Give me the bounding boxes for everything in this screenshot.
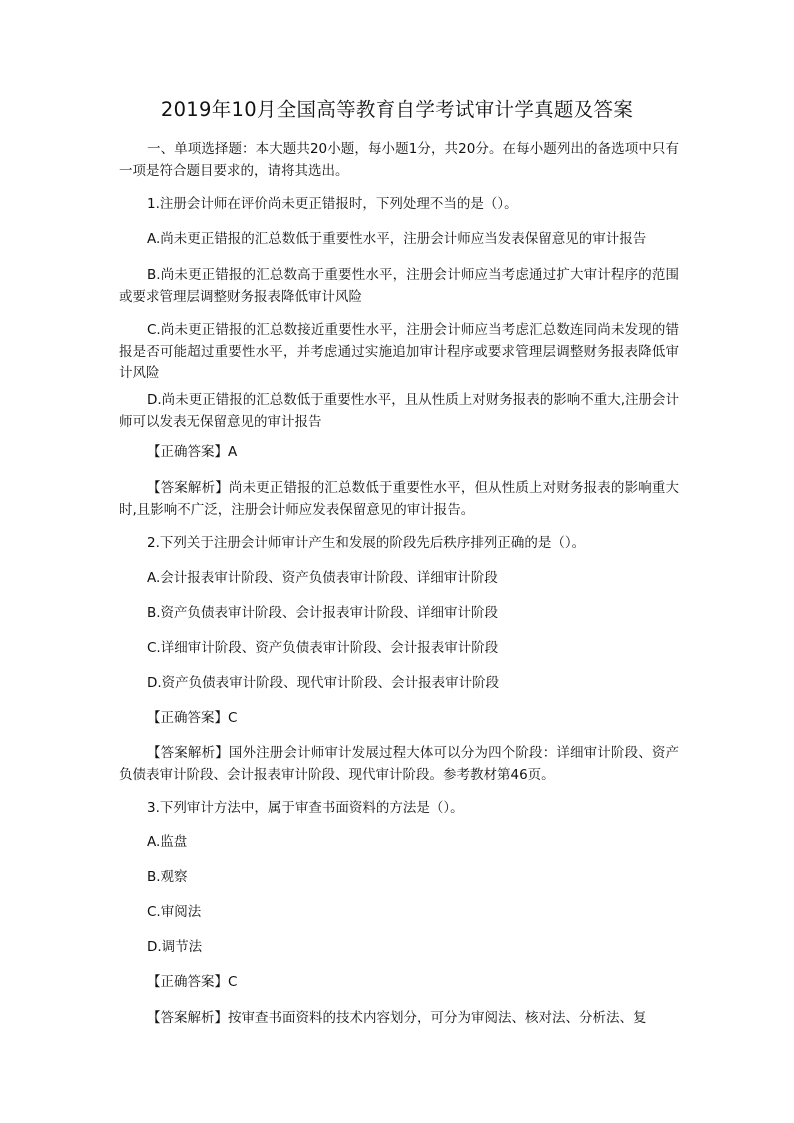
question-3-option-b: B.观察 [147,869,188,885]
question-1-option-b: B.尚未更正错报的汇总数高于重要性水平，注册会计师应当考虑通过扩大审计程序的范围或要求管理层调整财务报表降低审计风险 [119,267,679,305]
question-1-analysis: 【答案解析】尚未更正错报的汇总数低于重要性水平，但从性质上对财务报表的影响重大时,且影响不广泛，注册会计师应发表保留意见的审计报告。 [119,480,679,518]
question-3-answer: 【正确答案】C [147,974,238,990]
question-2-analysis: 【答案解析】国外注册会计师审计发展过程大体可以分为四个阶段：详细审计阶段、资产负债表审计阶段、会计报表审计阶段、现代审计阶段。参考教材第46页。 [119,745,679,783]
question-3-stem: 3.下列审计方法中，属于审查书面资料的方法是（）。 [147,800,464,816]
question-3-option-d: D.调节法 [147,939,203,955]
question-3-analysis: 【答案解析】按审查书面资料的技术内容划分，可分为审阅法、核对法、分析法、复 [147,1010,647,1026]
question-2-option-b: B.资产负债表审计阶段、会计报表审计阶段、详细审计阶段 [147,605,499,621]
question-1-option-a: A.尚未更正错报的汇总数低于重要性水平，注册会计师应当发表保留意见的审计报告 [147,231,647,247]
question-1-option-c: C.尚未更正错报的汇总数接近重要性水平，注册会计师应当考虑汇总数连同尚未发现的错报是否可能超过重要性水平，并考虑通过实施追加审计程序或要求管理层调整财务报表降低审计风险 [119,322,679,381]
question-2-option-a: A.会计报表审计阶段、资产负债表审计阶段、详细审计阶段 [147,570,498,586]
question-3-option-c: C.审阅法 [147,904,202,920]
question-3-option-a: A.监盘 [147,834,188,850]
document-title: 2019年10月全国高等教育自学考试审计学真题及答案 [160,98,634,121]
question-2-option-c: C.详细审计阶段、资产负债表审计阶段、会计报表审计阶段 [147,640,499,656]
question-1-option-d: D.尚未更正错报的汇总数低于重要性水平，且从性质上对财务报表的影响不重大,注册会计师可以发表无保留意见的审计报告 [119,392,679,430]
question-2-stem: 2.下列关于注册会计师审计产生和发展的阶段先后秩序排列正确的是（）。 [147,535,586,551]
question-1-stem: 1.注册会计师在评价尚未更正错报时，下列处理不当的是（）。 [147,196,518,212]
question-2-option-d: D.资产负债表审计阶段、现代审计阶段、会计报表审计阶段 [147,675,500,691]
section-header: 一、单项选择题：本大题共20小题，每小题1分，共20分。在每小题列出的备选项中只有一项是符合题目要求的，请将其选出。 [119,141,679,179]
question-2-answer: 【正确答案】C [147,710,238,726]
question-1-answer: 【正确答案】A [147,444,238,460]
